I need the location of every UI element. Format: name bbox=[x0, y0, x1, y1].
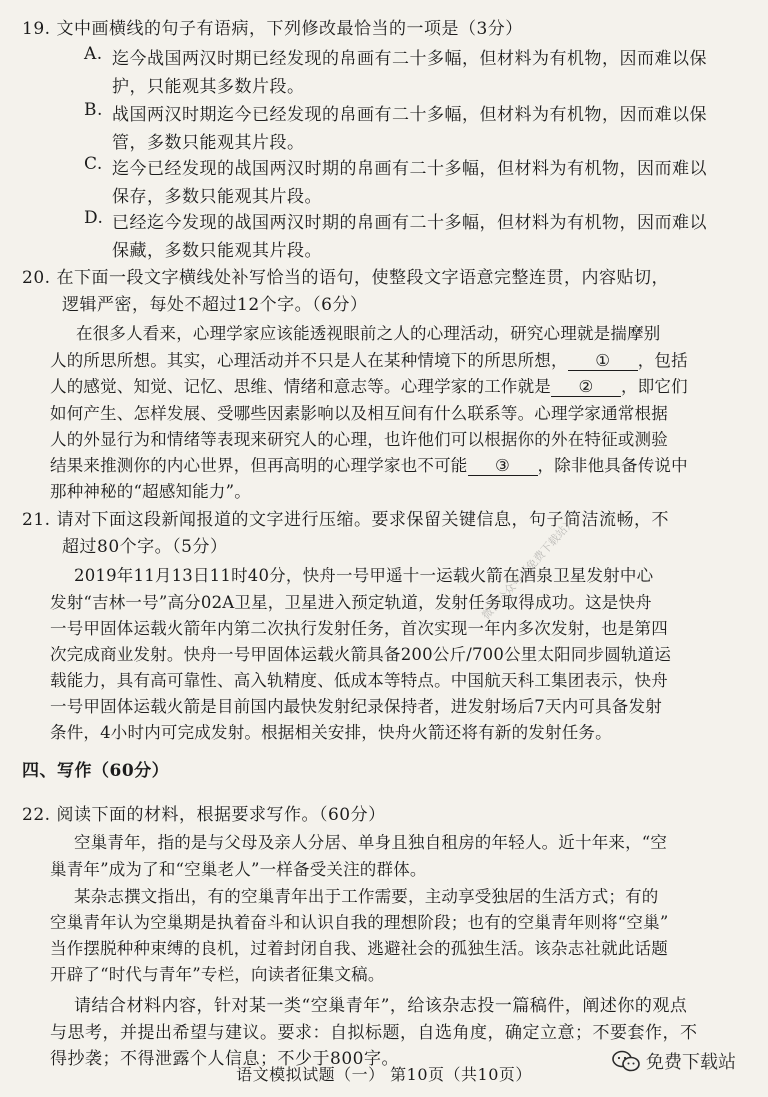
q22-material-line4: 空巢青年认为空巢期是执着奋斗和认识自我的理想阶段；也有的空巢青年则将“空巢” bbox=[50, 913, 669, 932]
q19-option-b-line2: 管，多数只能观其片段。 bbox=[112, 133, 305, 153]
q21-news-line6: 一号甲固体运载火箭是目前国内最快发射纪录保持者，进发射场后7天内可具备发射 bbox=[50, 697, 662, 716]
watermark-text: 微信公众号（免费下载站） bbox=[479, 515, 578, 623]
q22-requirement-line2: 与思考，并提出希望与建议。要求：自拟标题，自选角度，确定立意；不要套作，不 bbox=[50, 1023, 698, 1043]
q19-option-c-line2: 保存，多数只能观其片段。 bbox=[112, 187, 322, 207]
q20-passage-line1: 在很多人看来，心理学家应该能透视眼前之人的心理活动，研究心理就是揣摩别 bbox=[76, 324, 661, 343]
q19-option-a-line1: 迄今战国两汉时期已经发现的帛画有二十多幅，但材料为有机物，因而难以保 bbox=[112, 49, 707, 69]
q22-material-line5: 当作摆脱种种束缚的良机，过着封闭自我、逃避社会的孤独生活。该杂志社就此话题 bbox=[50, 939, 668, 958]
q19-option-c-label: C. bbox=[84, 154, 103, 174]
q20-passage-line4: 如何产生、怎样发展、受哪些因素影响以及相互间有什么联系等。心理学家通常根据 bbox=[50, 404, 668, 423]
q22-material-line1: 空巢青年，指的是与父母及亲人分居、单身且独自租房的年轻人。近十年来，“空 bbox=[74, 833, 668, 852]
q22-material-line6: 开辟了“时代与青年”专栏，向读者征集文稿。 bbox=[50, 965, 385, 984]
q21-stem-line2: 超过80个字。（5分） bbox=[62, 537, 228, 557]
q21-news-line3: 一号甲固体运载火箭年内第二次执行发射任务，首次实现一年内多次发射，也是第四 bbox=[50, 619, 668, 638]
section-writing-heading: 四、写作（60分） bbox=[22, 761, 170, 781]
q20-passage-line3: 人的感觉、知觉、记忆、思维、情绪和意志等。心理学家的工作就是 ② ，即它们 bbox=[50, 377, 688, 396]
q21-news-line4: 次完成商业发射。快舟一号甲固体运载火箭具备200公斤/700公里太阳同步圆轨道运 bbox=[50, 645, 672, 664]
q19-option-b-label: B. bbox=[84, 100, 103, 120]
blank-3: ③ bbox=[468, 457, 538, 476]
q22-material-line2: 巢青年”成为了和“空巢老人”一样备受关注的群体。 bbox=[50, 860, 427, 879]
page-footer: 语文模拟试题（一） 第10页（共10页） bbox=[236, 1065, 532, 1084]
q21-stem-line1: 21. 请对下面这段新闻报道的文字进行压缩。要求保留关键信息，句子简洁流畅，不 bbox=[22, 510, 669, 530]
q20-passage-line6: 结果来推测你的内心世界，但再高明的心理学家也不可能 ③ ，除非他具备传说中 bbox=[50, 456, 688, 475]
q20-stem-line2: 逻辑严密，每处不超过12个字。（6分） bbox=[62, 295, 368, 315]
q19-option-c-line1: 迄今已经发现的战国两汉时期的帛画有二十多幅，但材料为有机物，因而难以 bbox=[112, 159, 707, 179]
q21-news-line5: 载能力，具有高可靠性、高入轨精度、低成本等特点。中国航天科工集团表示，快舟 bbox=[50, 671, 668, 690]
q20-passage-line5: 人的外显行为和情绪等表现来研究人的心理，也许他们可以根据你的外在特征或测验 bbox=[50, 430, 668, 449]
blank-2: ② bbox=[551, 378, 621, 397]
q22-requirement-line3: 得抄袭；不得泄露个人信息；不少于800字。 bbox=[50, 1049, 399, 1069]
wechat-icon bbox=[612, 1050, 640, 1072]
brand-mark bbox=[612, 1048, 736, 1074]
q22-requirement-line1: 请结合材料内容，针对某一类“空巢青年”，给该杂志投一篇稿件，阐述你的观点 bbox=[74, 996, 688, 1016]
brand-label: 免费下载站 bbox=[646, 1052, 736, 1073]
q21-news-line1: 2019年11月13日11时40分，快舟一号甲遥十一运载火箭在酒泉卫星发射中心 bbox=[74, 566, 654, 585]
q19-option-d-label: D. bbox=[84, 208, 104, 228]
q20-passage-line7: 那种神秘的“超感知能力”。 bbox=[50, 482, 251, 501]
q19-option-a-label: A. bbox=[84, 44, 103, 64]
q19-option-a-line2: 护，只能观其多数片段。 bbox=[112, 77, 305, 97]
q22-material-line3: 某杂志撰文指出，有的空巢青年出于工作需要，主动享受独居的生活方式；有的 bbox=[74, 887, 659, 906]
blank-1: ① bbox=[568, 352, 638, 371]
q20-passage-line2: 人的所思所想。其实，心理活动并不只是人在某种情境下的所思所想， ① ，包括 bbox=[50, 351, 688, 370]
q19-stem: 19. 文中画横线的句子有语病，下列修改最恰当的一项是（3分） bbox=[22, 19, 523, 39]
q21-news-line7: 条件，4小时内可完成发射。根据相关安排，快舟火箭还将有新的发射任务。 bbox=[50, 723, 612, 742]
q19-option-d-line2: 保藏，多数只能观其片段。 bbox=[112, 241, 322, 261]
q20-stem-line1: 20. 在下面一段文字横线处补写恰当的语句，使整段文字语意完整连贯，内容贴切， bbox=[22, 268, 669, 288]
q22-stem: 22. 阅读下面的材料，根据要求写作。（60分） bbox=[22, 805, 386, 825]
q19-option-b-line1: 战国两汉时期迄今已经发现的帛画有二十多幅，但材料为有机物，因而难以保 bbox=[112, 105, 707, 125]
q21-news-line2: 发射“吉林一号”高分02A卫星，卫星进入预定轨道，发射任务取得成功。这是快舟 bbox=[50, 593, 652, 612]
q19-option-d-line1: 已经迄今发现的战国两汉时期的帛画有二十多幅，但材料为有机物，因而难以 bbox=[112, 213, 707, 233]
